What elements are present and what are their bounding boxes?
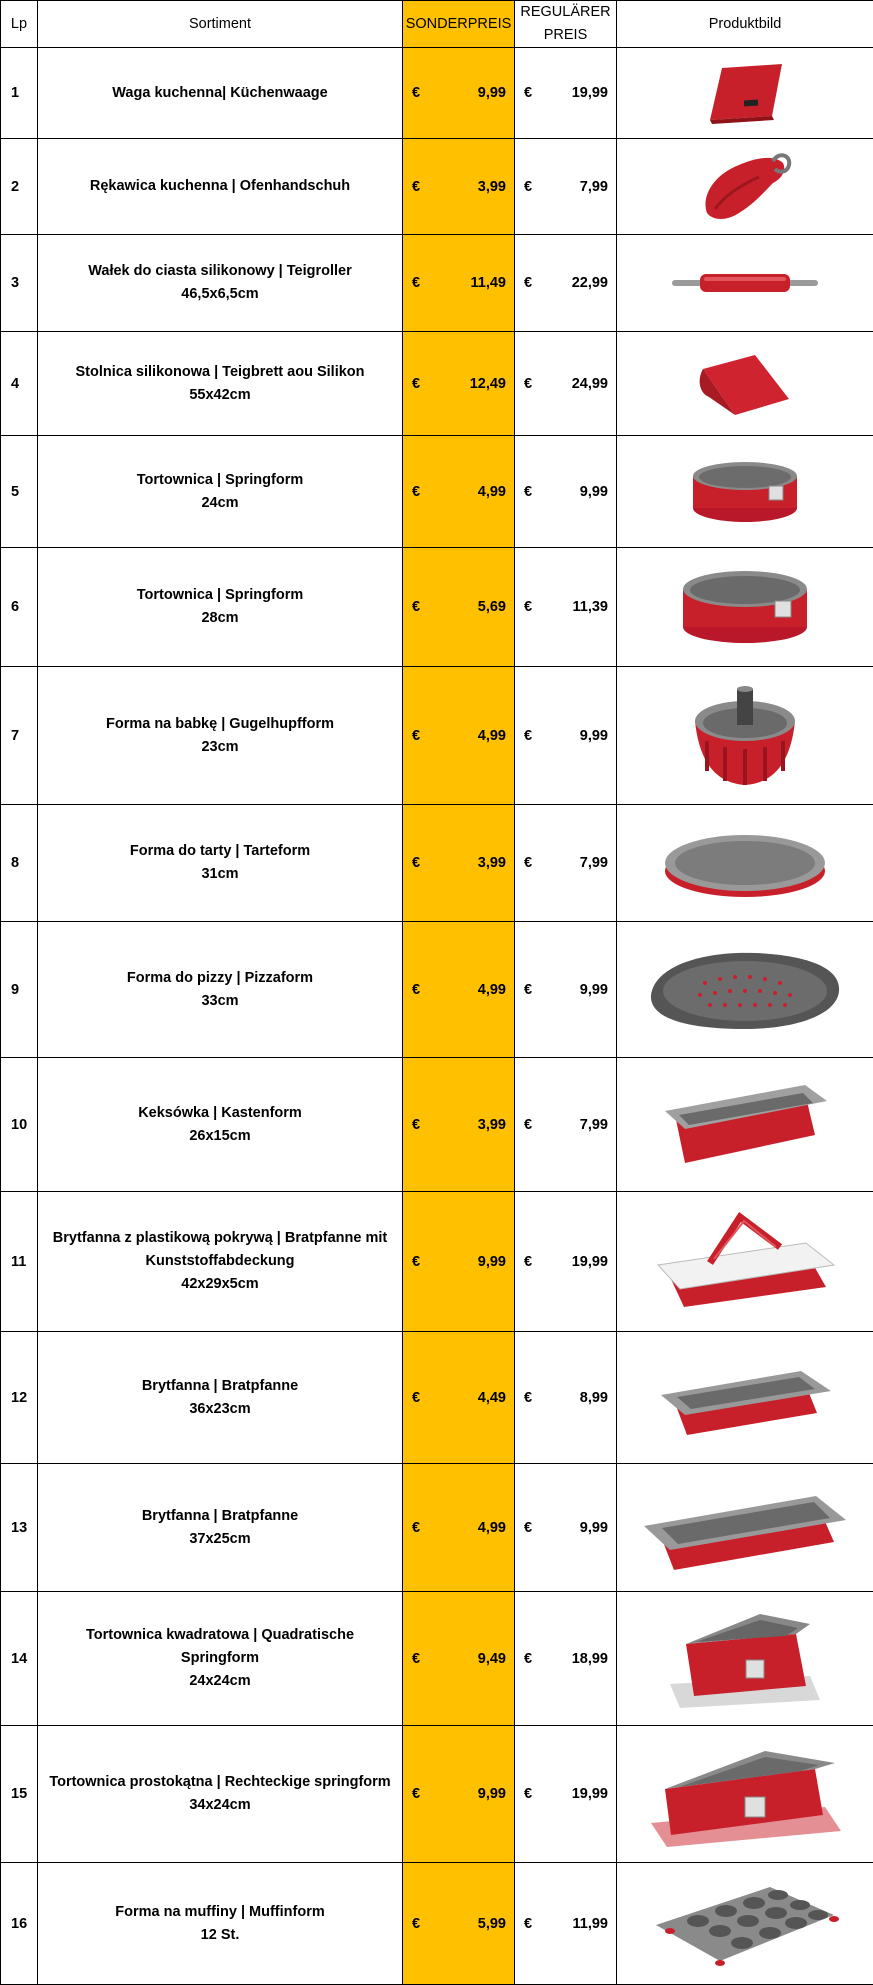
row-number: 1 xyxy=(1,48,38,139)
row-number: 14 xyxy=(1,1592,38,1726)
regular-price-cell xyxy=(515,139,617,235)
regular-price-cell xyxy=(515,436,617,548)
currency-symbol: € xyxy=(524,981,533,998)
kitchen-scale-icon xyxy=(617,58,873,128)
product-name-line2: 12 St. xyxy=(200,1926,240,1943)
row-number: 13 xyxy=(1,1464,38,1592)
product-name-line1: Forma do tarty | Tarteform xyxy=(129,843,311,859)
product-image-cell xyxy=(617,48,873,139)
product-name-line2: 31cm xyxy=(201,866,239,882)
regular-price-value: 11,39 xyxy=(572,599,608,615)
roasting-pan-lid-icon xyxy=(617,1207,873,1317)
currency-symbol: € xyxy=(524,1116,533,1133)
regular-price-value: 7,99 xyxy=(579,178,608,195)
product-name-line2: 46,5x6,5cm xyxy=(181,286,259,302)
product-name xyxy=(38,235,403,332)
currency-symbol: € xyxy=(412,1650,421,1667)
product-name-line1: Forma na babkę | Gugelhupfform xyxy=(105,715,335,732)
currency-symbol: € xyxy=(412,85,421,101)
currency-symbol: € xyxy=(412,1519,421,1536)
currency-symbol: € xyxy=(412,727,421,744)
product-name-line2: 36x23cm xyxy=(189,1400,251,1417)
table-row xyxy=(1,1592,873,1726)
table-row xyxy=(1,235,873,332)
regular-price-cell xyxy=(515,1592,617,1726)
header-regular-line2: PREIS xyxy=(543,27,588,43)
row-number: 7 xyxy=(1,667,38,805)
regular-price-value: 9,99 xyxy=(579,483,608,500)
muffin-tray-icon xyxy=(617,1879,873,1969)
sonderpreis-value: 4,49 xyxy=(477,1389,506,1406)
table-row xyxy=(1,805,873,922)
pizza-pan-icon xyxy=(617,945,873,1035)
sonderpreis-cell xyxy=(403,139,515,235)
sonderpreis-value: 4,99 xyxy=(477,483,506,500)
row-number: 4 xyxy=(1,332,38,436)
row-number: 10 xyxy=(1,1058,38,1192)
header-row xyxy=(1,1,873,48)
sonderpreis-cell xyxy=(403,235,515,332)
roasting-pan-icon xyxy=(617,1353,873,1443)
sonderpreis-value: 3,99 xyxy=(477,178,506,195)
sonderpreis-value: 12,49 xyxy=(469,375,506,392)
sonderpreis-value: 9,99 xyxy=(477,1786,506,1802)
regular-price-cell xyxy=(515,1863,617,1985)
table-row xyxy=(1,1863,873,1985)
product-image-cell xyxy=(617,235,873,332)
currency-symbol: € xyxy=(524,275,533,291)
loaf-pan-icon xyxy=(617,1075,873,1175)
sonderpreis-cell xyxy=(403,1726,515,1863)
product-name-line1: Wałek do ciasta silikonowy | Teigroller xyxy=(88,263,352,279)
sonderpreis-cell xyxy=(403,48,515,139)
sonderpreis-cell xyxy=(403,436,515,548)
regular-price-cell xyxy=(515,805,617,922)
product-name-line2: 28cm xyxy=(201,610,239,626)
currency-symbol: € xyxy=(412,178,421,195)
regular-price-value: 8,99 xyxy=(579,1389,608,1406)
product-name-line1: Tortownica kwadratowa | Quadratische xyxy=(85,1627,355,1643)
header-regular-line1: REGULÄRER xyxy=(520,4,611,20)
product-name xyxy=(38,332,403,436)
product-name-line2: 55x42cm xyxy=(189,386,251,403)
sonderpreis-value: 4,99 xyxy=(477,727,506,744)
table-row xyxy=(1,48,873,139)
table-row xyxy=(1,922,873,1058)
sonderpreis-value: 3,99 xyxy=(477,855,506,871)
product-image-cell xyxy=(617,805,873,922)
row-number: 11 xyxy=(1,1192,38,1332)
product-name-line2: 37x25cm xyxy=(189,1530,251,1547)
regular-price-cell xyxy=(515,1332,617,1464)
regular-price-cell xyxy=(515,922,617,1058)
product-image-cell xyxy=(617,667,873,805)
row-number: 12 xyxy=(1,1332,38,1464)
currency-symbol: € xyxy=(412,483,421,500)
currency-symbol: € xyxy=(524,178,533,195)
rolling-pin-icon xyxy=(617,268,873,298)
regular-price-value: 24,99 xyxy=(571,375,608,392)
product-image-cell xyxy=(617,1592,873,1726)
regular-price-value: 19,99 xyxy=(571,1253,608,1270)
currency-symbol: € xyxy=(412,981,421,998)
table-row xyxy=(1,436,873,548)
currency-symbol: € xyxy=(412,1786,421,1802)
product-name-line1: Tortownica | Springform xyxy=(136,587,304,603)
product-image-cell xyxy=(617,1058,873,1192)
product-image-cell xyxy=(617,548,873,667)
currency-symbol: € xyxy=(524,1915,533,1932)
regular-price-value: 11,99 xyxy=(572,1915,608,1932)
product-name-line1: Tortownica | Springform xyxy=(136,471,304,488)
regular-price-value: 7,99 xyxy=(579,855,608,871)
product-image-cell xyxy=(617,922,873,1058)
product-name-line1: Brytfanna | Bratpfanne xyxy=(141,1377,299,1394)
product-name xyxy=(38,139,403,235)
regular-price-value: 9,99 xyxy=(579,981,608,998)
sonderpreis-value: 4,99 xyxy=(477,981,506,998)
silicone-mat-icon xyxy=(617,349,873,419)
currency-symbol: € xyxy=(412,275,421,291)
product-name-line1: Stolnica silikonowa | Teigbrett aou Silikon xyxy=(75,363,365,380)
sonderpreis-value: 3,99 xyxy=(477,1116,506,1133)
product-name-line1: Forma na muffiny | Muffinform xyxy=(115,1903,325,1920)
currency-symbol: € xyxy=(412,1389,421,1406)
currency-symbol: € xyxy=(412,599,421,615)
regular-price-cell xyxy=(515,1726,617,1863)
regular-price-cell xyxy=(515,548,617,667)
product-name xyxy=(38,1863,403,1985)
product-image-cell xyxy=(617,332,873,436)
table-row xyxy=(1,1058,873,1192)
product-name xyxy=(38,1332,403,1464)
regular-price-value: 7,99 xyxy=(579,1116,608,1133)
product-name xyxy=(38,667,403,805)
product-name-line1: Brytfanna z plastikową pokrywą | Bratpfanne mit xyxy=(52,1230,388,1246)
sonderpreis-cell xyxy=(403,332,515,436)
product-name-line1: Tortownica prostokątna | Rechteckige springform xyxy=(49,1774,391,1790)
table-row xyxy=(1,1332,873,1464)
currency-symbol: € xyxy=(412,1253,421,1270)
currency-symbol: € xyxy=(412,855,421,871)
oven-mitt-icon xyxy=(617,147,873,227)
sonderpreis-cell xyxy=(403,1592,515,1726)
row-number: 9 xyxy=(1,922,38,1058)
regular-price-cell xyxy=(515,235,617,332)
product-name-line2: 24cm xyxy=(201,494,239,511)
regular-price-cell xyxy=(515,48,617,139)
sonderpreis-value: 9,49 xyxy=(477,1650,506,1667)
springform-large-icon xyxy=(617,559,873,655)
row-number: 6 xyxy=(1,548,38,667)
table-row xyxy=(1,667,873,805)
product-name-line2: 26x15cm xyxy=(189,1127,251,1144)
tart-pan-icon xyxy=(617,823,873,903)
regular-price-cell xyxy=(515,332,617,436)
regular-price-value: 9,99 xyxy=(579,727,608,744)
sonderpreis-cell xyxy=(403,922,515,1058)
product-name xyxy=(38,922,403,1058)
regular-price-value: 18,99 xyxy=(571,1650,608,1667)
product-image-cell xyxy=(617,1464,873,1592)
currency-symbol: € xyxy=(412,1915,421,1932)
table-row xyxy=(1,1464,873,1592)
product-name xyxy=(38,1726,403,1863)
sonderpreis-cell xyxy=(403,1332,515,1464)
product-name xyxy=(38,1464,403,1592)
row-number: 2 xyxy=(1,139,38,235)
row-number: 15 xyxy=(1,1726,38,1863)
springform-icon xyxy=(617,452,873,532)
table-row xyxy=(1,139,873,235)
header-produktbild: Produktbild xyxy=(617,1,873,48)
regular-price-value: 22,99 xyxy=(571,275,608,291)
regular-price-cell xyxy=(515,1464,617,1592)
regular-price-value: 19,99 xyxy=(571,85,608,101)
bundt-pan-icon xyxy=(617,681,873,791)
sonderpreis-cell xyxy=(403,805,515,922)
product-name-line1: Brytfanna | Bratpfanne xyxy=(141,1507,299,1524)
currency-symbol: € xyxy=(524,1650,533,1667)
table-row xyxy=(1,1192,873,1332)
regular-price-value: 19,99 xyxy=(571,1786,608,1802)
row-number: 8 xyxy=(1,805,38,922)
product-name-line1: Forma do pizzy | Pizzaform xyxy=(126,969,314,986)
product-name-line2: Springform xyxy=(180,1650,260,1666)
currency-symbol: € xyxy=(524,85,533,101)
product-image-cell xyxy=(617,1192,873,1332)
row-number: 5 xyxy=(1,436,38,548)
currency-symbol: € xyxy=(412,375,421,392)
currency-symbol: € xyxy=(524,1389,533,1406)
product-name xyxy=(38,48,403,139)
product-name-line3: 42x29x5cm xyxy=(181,1276,259,1292)
product-name-line2: Kunststoffabdeckung xyxy=(145,1253,295,1269)
product-name xyxy=(38,805,403,922)
regular-price-cell xyxy=(515,1058,617,1192)
product-image-cell xyxy=(617,1332,873,1464)
sonderpreis-cell xyxy=(403,1192,515,1332)
product-name xyxy=(38,1058,403,1192)
currency-symbol: € xyxy=(524,855,533,871)
header-lp: Lp xyxy=(1,1,38,48)
currency-symbol: € xyxy=(524,599,533,615)
sonderpreis-value: 5,99 xyxy=(477,1915,506,1932)
header-regular-price xyxy=(515,1,617,48)
regular-price-value: 9,99 xyxy=(579,1519,608,1536)
product-image-cell xyxy=(617,436,873,548)
sonderpreis-value: 9,99 xyxy=(477,85,506,101)
sonderpreis-cell xyxy=(403,1863,515,1985)
product-name xyxy=(38,436,403,548)
sonderpreis-cell xyxy=(403,1464,515,1592)
sonderpreis-cell xyxy=(403,667,515,805)
header-sonderpreis: SONDERPREIS xyxy=(403,1,515,48)
currency-symbol: € xyxy=(524,1253,533,1270)
sonderpreis-value: 9,99 xyxy=(477,1253,506,1270)
sonderpreis-value: 5,69 xyxy=(477,599,506,615)
product-image-cell xyxy=(617,139,873,235)
product-image-cell xyxy=(617,1726,873,1863)
currency-symbol: € xyxy=(412,1116,421,1133)
sonderpreis-value: 4,99 xyxy=(477,1519,506,1536)
currency-symbol: € xyxy=(524,483,533,500)
regular-price-cell xyxy=(515,1192,617,1332)
product-name-line3: 24x24cm xyxy=(189,1673,251,1689)
sonderpreis-cell xyxy=(403,1058,515,1192)
header-sortiment: Sortiment xyxy=(38,1,403,48)
product-name-line1: Waga kuchenna| Küchenwaage xyxy=(112,84,328,101)
product-name-line1: Keksówka | Kastenform xyxy=(138,1104,302,1121)
product-name xyxy=(38,1192,403,1332)
product-name-line2: 23cm xyxy=(201,738,239,755)
sonderpreis-cell xyxy=(403,548,515,667)
regular-price-cell xyxy=(515,667,617,805)
product-name xyxy=(38,1592,403,1726)
currency-symbol: € xyxy=(524,1786,533,1802)
row-number: 16 xyxy=(1,1863,38,1985)
currency-symbol: € xyxy=(524,1519,533,1536)
rectangular-springform-icon xyxy=(617,1739,873,1849)
currency-symbol: € xyxy=(524,727,533,744)
table-row xyxy=(1,548,873,667)
product-name-line1: Rękawica kuchenna | Ofenhandschuh xyxy=(89,178,351,194)
product-name-line2: 33cm xyxy=(201,992,239,1009)
row-number: 3 xyxy=(1,235,38,332)
currency-symbol: € xyxy=(524,375,533,392)
sonderpreis-value: 11,49 xyxy=(470,275,506,291)
roasting-pan-large-icon xyxy=(617,1478,873,1578)
product-name-line2: 34x24cm xyxy=(189,1797,251,1813)
table-row xyxy=(1,332,873,436)
table-row xyxy=(1,1726,873,1863)
product-name xyxy=(38,548,403,667)
product-image-cell xyxy=(617,1863,873,1985)
square-springform-icon xyxy=(617,1604,873,1714)
